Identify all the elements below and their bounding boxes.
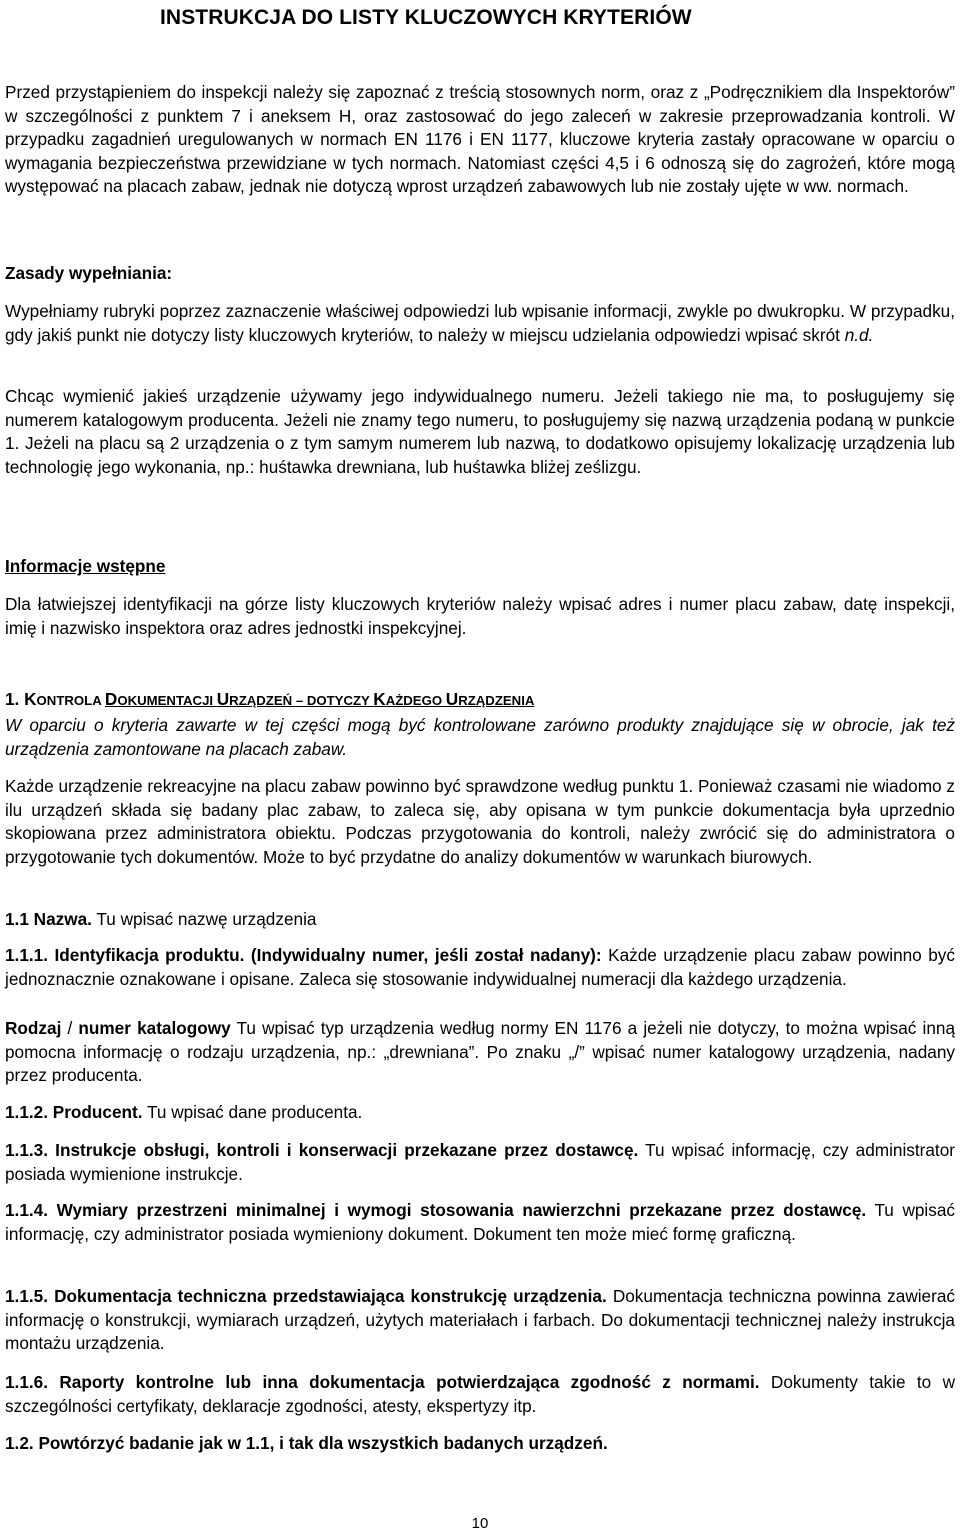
page-number: 10 [471, 1515, 489, 1532]
item-1-1: 1.1 Nazwa. Tu wpisać nazwę urządzenia [5, 909, 317, 929]
intro-paragraph: Przed przystąpieniem do inspekcji należy się zapoznać z treścią stosownych norm, oraz z „Podręcznikiem dla Inspektorów” w szczególności z punktem 7 i aneksem H, oraz zastosować do jego zaleceń w zakresie przeprowadzania kontroli. W przypadku zagadnień uregulowanych w normach EN 1176 i EN 1177, kluczowe kryteria zastały opracowane w oparciu o wymagania bezpieczeństwa przewidziane w tych normach. Natomiast części 4,5 i 6 odnoszą się do zagrożeń, które mogą występować na placach zabaw, jednak nie dotyczą wprost urządzeń zabawowych lub nie zostały ujęte w ww. normach. [5, 82, 955, 196]
document-title: INSTRUKCJA DO LISTY KLUCZOWYCH KRYTERIÓW [160, 6, 692, 29]
item-1-1-1: 1.1.1. Identyfikacja produktu. (Indywidualny numer, jeśli został nadany): Każde urządzenie placu zabaw powinno być jednoznacznie oznakowane i opisane. Zaleca się stosowanie indywidualnej numeracji dla każdego urządzenia. [5, 945, 955, 989]
info-heading: Informacje wstępne [5, 556, 166, 576]
rules-paragraph-1: Wypełniamy rubryki poprzez zaznaczenie właściwej odpowiedzi lub wpisanie informacji, zwykle po dwukropku. W przypadku, gdy jakiś punkt nie dotyczy listy kluczowych kryteriów, to należy w miejscu udzielania odpowiedzi wpisać skrót n.d. [5, 301, 955, 345]
item-1-1-5: 1.1.5. Dokumentacja techniczna przedstawiająca konstrukcję urządzenia. Dokumentacja techniczna powinna zawierać informację o konstrukcji, wymiarach urządzeń, użytych materiałach i farbach. Do dokumentacji technicznej należy instrukcja montażu urządzenia. [5, 1286, 955, 1353]
rules-heading: Zasady wypełniania: [5, 263, 173, 283]
section-1-paragraph: Każde urządzenie rekreacyjne na placu zabaw powinno być sprawdzone według punktu 1. Ponieważ czasami nie wiadomo z ilu urządzeń składa się badany plac zabaw, to zaleca się, aby opisana w tym punkcie dokumentacja była uprzednio skopiowana przez administratora obiektu. Podczas przygotowania do kontroli, należy zwrócić się do administratora o przygotowanie tych dokumentów. Może to być przydatne do analizy dokumentów w warunkach biurowych. [5, 776, 955, 867]
item-1-1-3: 1.1.3. Instrukcje obsługi, kontroli i konserwacji przekazane przez dostawcę. Tu wpisać informację, czy administrator posiada wymienione instrukcje. [5, 1140, 955, 1184]
section-1-note: W oparciu o kryteria zawarte w tej części mogą być kontrolowane zarówno produkty znajdujące się w obrocie, jak też urządzenia zamontowane na placach zabaw. [5, 715, 955, 759]
item-1-1-4: 1.1.4. Wymiary przestrzeni minimalnej i wymogi stosowania nawierzchni przekazane przez dostawcę. Tu wpisać informację, czy administrator posiada wymieniony dokument. Dokument ten może mieć formę graficzną. [5, 1200, 955, 1244]
item-1-1-6: 1.1.6. Raporty kontrolne lub inna dokumentacja potwierdzająca zgodność z normami. Dokumenty takie to w szczególności certyfikaty, deklaracje zgodności, atesty, ekspertyzy itp. [5, 1372, 955, 1416]
item-1-2: 1.2. Powtórzyć badanie jak w 1.1, i tak dla wszystkich badanych urządzeń. [5, 1433, 608, 1453]
item-rodzaj: Rodzaj / numer katalogowy Tu wpisać typ urządzenia według normy EN 1176 a jeżeli nie dotyczy, to można wpisać inną pomocna informację o rodzaju urządzenia, np.: „drewniana”. Po znaku „/” wpisać numer katalogowy urządzenia, nadany przez producenta. [5, 1018, 956, 1085]
info-paragraph: Dla łatwiejszej identyfikacji na górze listy kluczowych kryteriów należy wpisać adres i numer placu zabaw, datę inspekcji, imię i nazwisko inspektora oraz adres jednostki inspekcyjnej. [5, 594, 955, 638]
rules-paragraph-2: Chcąc wymienić jakieś urządzenie używamy jego indywidualnego numeru. Jeżeli takiego nie ma, to posługujemy się numerem katalogowym producenta. Jeżeli nie znamy tego numeru, to posługujemy się nazwą urządzenia podaną w punkcie 1. Jeżeli na placu są 2 urządzenia o z tym samym numerem lub nazwą, to dodatkowo opisujemy lokalizację urządzenia lub technologię jego wykonania, np.: huśtawka drewniana, lub huśtawka bliżej ześlizgu. [5, 386, 955, 477]
item-1-1-2: 1.1.2. Producent. Tu wpisać dane producenta. [5, 1102, 363, 1122]
section-1-heading: 1. KONTROLA DOKUMENTACJI URZĄDZEŃ – DOTYCZY KAŻDEGO URZĄDZENIA [5, 689, 535, 709]
